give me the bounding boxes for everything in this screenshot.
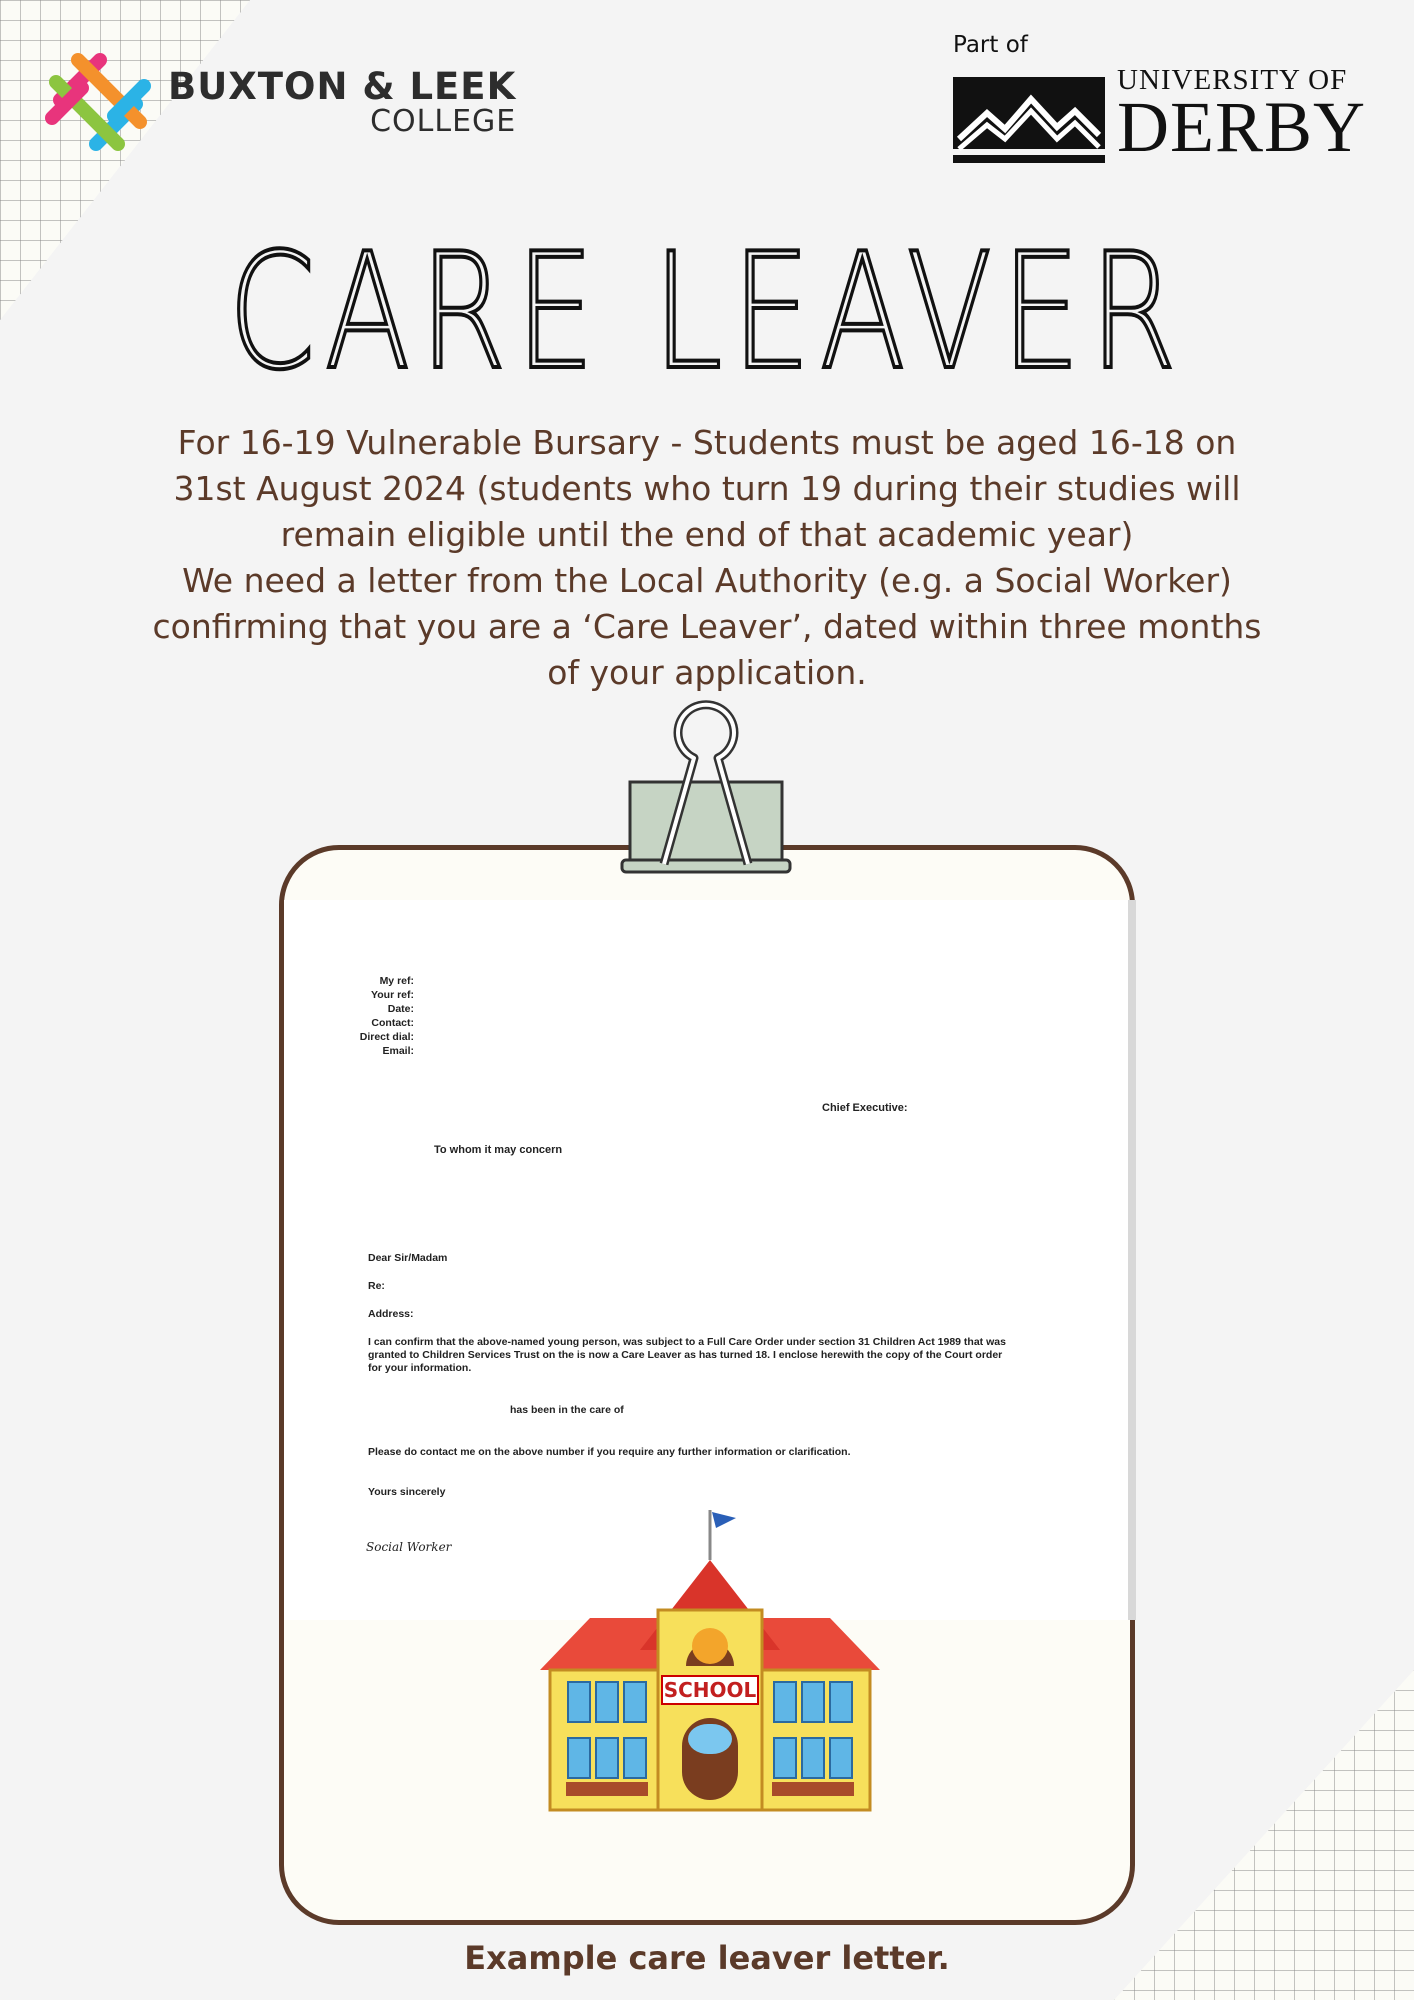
- university-name-line1: UNIVERSITY OF: [1117, 64, 1348, 96]
- binder-clip-icon: [620, 698, 792, 878]
- letter-body-confirmation: I can confirm that the above-named young person, was subject to a Full Care Order under section 31 Children Act 1989 that was granted to Children Services Trust on the is now a Care Leaver as has turned 18. I enclose herewith the copy of the Court order for your information.: [368, 1336, 1006, 1374]
- letter-closing: Yours sincerely: [368, 1486, 446, 1498]
- college-name: [168, 64, 517, 139]
- letter-address: Address:: [368, 1308, 414, 1320]
- letter-to-whom: To whom it may concern: [434, 1144, 563, 1156]
- college-name-line1: BUXTON & LEEK: [168, 64, 517, 108]
- intro-paragraph-eligibility: For 16-19 Vulnerable Bursary - Students must be aged 16-18 on 31st August 2024 (students who turn 19 during their studies will remain eligible until the end of that academic year): [173, 423, 1241, 554]
- letter-caption: Example care leaver letter.: [464, 1939, 950, 1977]
- college-name-line2: COLLEGE: [370, 103, 517, 139]
- school-building-icon: [510, 1500, 910, 1820]
- letter-re: Re:: [368, 1280, 385, 1292]
- ref-my: My ref:: [379, 975, 414, 987]
- letter-chief-executive: Chief Executive:: [822, 1102, 908, 1114]
- ref-contact: Contact:: [371, 1017, 414, 1029]
- school-sign: SCHOOL: [663, 1678, 757, 1702]
- ref-email: Email:: [382, 1045, 414, 1057]
- college-logo: [38, 42, 516, 162]
- university-name: [1117, 64, 1367, 167]
- ref-your: Your ref:: [371, 989, 414, 1001]
- letter-body-contact: Please do contact me on the above number if you require any further information or clarification.: [368, 1446, 851, 1458]
- mountains-logo-icon: [953, 77, 1105, 163]
- woven-crosshatch-logo-icon: [38, 42, 158, 162]
- ref-date: Date:: [387, 1003, 414, 1015]
- page-title: CARE LEAVER: [228, 218, 1186, 405]
- intro-text: [140, 420, 1274, 696]
- letter-salutation: Dear Sir/Madam: [368, 1252, 448, 1264]
- letter-references: [324, 974, 414, 1058]
- part-of-label: Part of: [953, 32, 1028, 58]
- university-name-line2: DERBY: [1117, 87, 1367, 167]
- university-logo: [953, 32, 1367, 167]
- intro-paragraph-letter: We need a letter from the Local Authority (e.g. a Social Worker) confirming that you are a ‘Care Leaver’, dated within three months of your application.: [152, 561, 1262, 692]
- letter-body-care: has been in the care of: [510, 1404, 624, 1416]
- ref-direct-dial: Direct dial:: [359, 1031, 414, 1043]
- letter-signature: Social Worker: [366, 1540, 452, 1554]
